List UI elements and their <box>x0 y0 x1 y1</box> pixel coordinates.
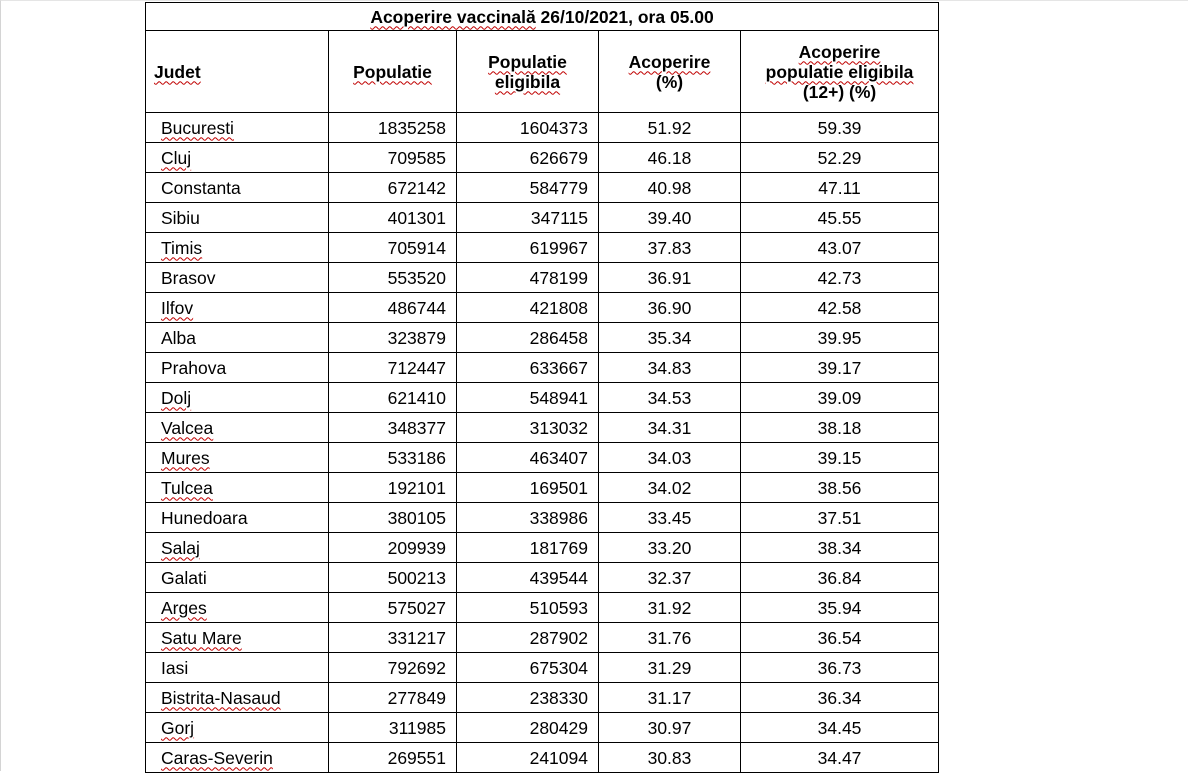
table-row <box>146 563 939 593</box>
cell-populatie-eligibila <box>457 233 599 263</box>
cell-acoperire-eligibila-value: 37.51 <box>817 507 862 528</box>
cell-populatie <box>329 443 457 473</box>
cell-acoperire-eligibila <box>741 113 939 143</box>
cell-judet <box>146 113 329 143</box>
table-row <box>146 533 939 563</box>
cell-acoperire <box>599 623 741 653</box>
cell-judet <box>146 623 329 653</box>
cell-acoperire-eligibila-value: 39.15 <box>817 447 862 468</box>
cell-judet <box>146 383 329 413</box>
cell-populatie-eligibila-value: 478199 <box>529 267 588 288</box>
cell-acoperire-value: 46.18 <box>647 147 692 168</box>
header-acoperire-eligibila-line1: Acoperire <box>798 41 881 62</box>
cell-acoperire-value: 34.83 <box>647 357 692 378</box>
cell-populatie <box>329 713 457 743</box>
cell-judet <box>146 233 329 263</box>
table-row <box>146 143 939 173</box>
cell-judet-value: Iasi <box>161 657 189 678</box>
cell-acoperire <box>599 533 741 563</box>
cell-judet-value: Alba <box>161 327 197 348</box>
cell-populatie <box>329 173 457 203</box>
cell-acoperire-eligibila-value: 35.94 <box>817 597 862 618</box>
cell-populatie <box>329 743 457 773</box>
cell-populatie-value: 575027 <box>387 597 446 618</box>
cell-populatie-value: 401301 <box>387 207 446 228</box>
cell-populatie <box>329 533 457 563</box>
cell-judet <box>146 203 329 233</box>
cell-acoperire-eligibila <box>741 203 939 233</box>
cell-acoperire-eligibila-value: 34.47 <box>817 747 862 768</box>
cell-populatie-value: 553520 <box>387 267 446 288</box>
cell-judet-value: Timis <box>161 237 203 258</box>
cell-populatie-eligibila <box>457 533 599 563</box>
cell-populatie-eligibila-value: 633667 <box>529 357 588 378</box>
cell-populatie-value: 1835258 <box>377 117 446 138</box>
cell-populatie-value: 709585 <box>387 147 446 168</box>
cell-judet-value: Ilfov <box>161 297 194 318</box>
cell-judet-value: Salaj <box>161 537 200 558</box>
cell-judet <box>146 653 329 683</box>
cell-populatie-eligibila <box>457 653 599 683</box>
cell-acoperire-value: 35.34 <box>647 327 692 348</box>
header-populatie <box>329 31 457 113</box>
cell-acoperire <box>599 113 741 143</box>
cell-acoperire <box>599 563 741 593</box>
cell-acoperire-eligibila <box>741 443 939 473</box>
cell-judet <box>146 413 329 443</box>
cell-judet-value: Cluj <box>161 147 192 168</box>
table-row <box>146 113 939 143</box>
cell-judet-value: Arges <box>161 597 207 618</box>
cell-populatie-eligibila-value: 548941 <box>529 387 588 408</box>
cell-acoperire-eligibila <box>741 473 939 503</box>
cell-acoperire-eligibila <box>741 323 939 353</box>
table-row <box>146 263 939 293</box>
header-acoperire-line1: Acoperire <box>628 51 711 72</box>
cell-acoperire <box>599 713 741 743</box>
table-title-coverage: Acoperire vaccinală <box>370 6 536 27</box>
cell-populatie-eligibila <box>457 263 599 293</box>
cell-acoperire <box>599 353 741 383</box>
cell-populatie-eligibila-value: 1604373 <box>519 117 588 138</box>
cell-judet <box>146 443 329 473</box>
cell-populatie-eligibila-value: 287902 <box>529 627 588 648</box>
table-row <box>146 473 939 503</box>
cell-populatie <box>329 113 457 143</box>
cell-acoperire-eligibila-value: 38.56 <box>817 477 862 498</box>
cell-acoperire-eligibila-value: 39.17 <box>817 357 862 378</box>
cell-acoperire-eligibila-value: 34.45 <box>817 717 862 738</box>
cell-acoperire-value: 40.98 <box>647 177 692 198</box>
cell-acoperire <box>599 203 741 233</box>
cell-acoperire <box>599 473 741 503</box>
cell-acoperire-eligibila <box>741 173 939 203</box>
cell-populatie-eligibila <box>457 203 599 233</box>
cell-acoperire-eligibila <box>741 533 939 563</box>
cell-populatie <box>329 563 457 593</box>
vaccination-coverage-table <box>145 2 939 773</box>
table-row <box>146 293 939 323</box>
header-populatie-eligibila-line2: eligibila <box>494 71 561 92</box>
table-row <box>146 353 939 383</box>
cell-populatie <box>329 593 457 623</box>
table-body <box>146 113 939 773</box>
cell-acoperire-value: 36.91 <box>647 267 692 288</box>
cell-judet-value: Tulcea <box>161 477 213 498</box>
cell-populatie-eligibila-value: 313032 <box>529 417 588 438</box>
cell-acoperire-value: 30.83 <box>647 747 692 768</box>
cell-acoperire-eligibila <box>741 503 939 533</box>
cell-acoperire-eligibila <box>741 293 939 323</box>
cell-acoperire-value: 37.83 <box>647 237 692 258</box>
header-acoperire-line2: (%) <box>655 71 684 92</box>
cell-populatie-eligibila-value: 347115 <box>530 207 588 228</box>
cell-acoperire-eligibila <box>741 413 939 443</box>
cell-acoperire-value: 34.53 <box>647 387 692 408</box>
cell-judet-value: Constanta <box>161 177 241 198</box>
cell-judet <box>146 353 329 383</box>
cell-acoperire-eligibila-value: 59.39 <box>817 117 862 138</box>
table-row <box>146 173 939 203</box>
cell-judet-value: Mures <box>161 447 210 468</box>
cell-acoperire-eligibila <box>741 743 939 773</box>
cell-acoperire-eligibila-value: 43.07 <box>817 237 862 258</box>
cell-acoperire <box>599 323 741 353</box>
cell-acoperire-eligibila <box>741 713 939 743</box>
cell-populatie-eligibila-value: 169501 <box>529 477 588 498</box>
cell-populatie-eligibila-value: 421808 <box>529 297 588 318</box>
table-row <box>146 593 939 623</box>
cell-acoperire-eligibila-value: 38.18 <box>817 417 862 438</box>
cell-populatie-eligibila-value: 280429 <box>529 717 588 738</box>
header-populatie-label: Populatie <box>353 61 432 82</box>
cell-acoperire-value: 32.37 <box>647 567 692 588</box>
cell-populatie-eligibila <box>457 353 599 383</box>
cell-acoperire-value: 31.29 <box>647 657 692 678</box>
cell-populatie-eligibila-value: 439544 <box>529 567 588 588</box>
cell-judet <box>146 173 329 203</box>
cell-judet-value: Caras-Severin <box>161 747 273 768</box>
cell-judet-value: Bistrita-Nasaud <box>161 687 281 708</box>
cell-judet-value: Hunedoara <box>161 507 248 528</box>
cell-populatie-value: 705914 <box>387 237 446 258</box>
table-row <box>146 503 939 533</box>
cell-acoperire-value: 34.31 <box>647 417 692 438</box>
cell-populatie <box>329 203 457 233</box>
cell-judet <box>146 473 329 503</box>
cell-acoperire-value: 36.90 <box>647 297 692 318</box>
cell-judet <box>146 503 329 533</box>
header-acoperire <box>599 31 741 113</box>
cell-populatie-eligibila-value: 510593 <box>529 597 588 618</box>
cell-acoperire <box>599 233 741 263</box>
cell-acoperire-eligibila <box>741 263 939 293</box>
cell-populatie <box>329 623 457 653</box>
cell-acoperire-value: 30.97 <box>647 717 692 738</box>
cell-acoperire-eligibila <box>741 623 939 653</box>
cell-populatie-eligibila <box>457 593 599 623</box>
cell-acoperire <box>599 443 741 473</box>
cell-judet-value: Gorj <box>161 717 195 738</box>
cell-acoperire-eligibila-value: 39.95 <box>817 327 862 348</box>
cell-acoperire-eligibila <box>741 683 939 713</box>
cell-acoperire-eligibila <box>741 233 939 263</box>
cell-judet <box>146 263 329 293</box>
cell-acoperire <box>599 413 741 443</box>
cell-acoperire-value: 34.03 <box>647 447 692 468</box>
cell-acoperire-eligibila <box>741 653 939 683</box>
cell-judet-value: Valcea <box>161 417 214 438</box>
header-acoperire-eligibila-line3: (12+) (%) <box>802 81 877 102</box>
cell-acoperire-value: 39.40 <box>647 207 692 228</box>
cell-populatie-eligibila-value: 626679 <box>529 147 588 168</box>
cell-populatie <box>329 413 457 443</box>
header-acoperire-eligibila-line2: populatie eligibila <box>765 61 914 82</box>
cell-judet-value: Brasov <box>161 267 216 288</box>
cell-populatie-eligibila <box>457 413 599 443</box>
table-row <box>146 713 939 743</box>
cell-judet <box>146 323 329 353</box>
cell-judet <box>146 593 329 623</box>
cell-populatie-eligibila-value: 286458 <box>529 327 588 348</box>
cell-judet <box>146 563 329 593</box>
table-row <box>146 383 939 413</box>
cell-judet <box>146 533 329 563</box>
cell-acoperire-eligibila-value: 36.84 <box>817 567 862 588</box>
cell-acoperire-value: 31.17 <box>647 687 692 708</box>
table-row <box>146 323 939 353</box>
cell-populatie-eligibila <box>457 143 599 173</box>
cell-populatie-value: 672142 <box>387 177 446 198</box>
cell-populatie <box>329 653 457 683</box>
cell-acoperire <box>599 263 741 293</box>
cell-judet <box>146 743 329 773</box>
cell-populatie-eligibila-value: 463407 <box>529 447 588 468</box>
cell-populatie-value: 500213 <box>387 567 446 588</box>
cell-judet-value: Dolj <box>161 387 192 408</box>
cell-acoperire-eligibila-value: 45.55 <box>817 207 862 228</box>
cell-populatie-value: 311985 <box>388 717 446 738</box>
cell-populatie <box>329 263 457 293</box>
cell-populatie-eligibila <box>457 173 599 203</box>
cell-populatie-eligibila <box>457 293 599 323</box>
cell-acoperire-eligibila <box>741 143 939 173</box>
cell-judet-value: Bucuresti <box>161 117 234 138</box>
cell-populatie-eligibila <box>457 473 599 503</box>
cell-populatie-value: 331217 <box>387 627 446 648</box>
cell-acoperire <box>599 143 741 173</box>
table-row <box>146 653 939 683</box>
cell-populatie-eligibila <box>457 743 599 773</box>
cell-populatie-value: 348377 <box>387 417 446 438</box>
table-row <box>146 233 939 263</box>
cell-acoperire-eligibila-value: 52.29 <box>817 147 862 168</box>
cell-acoperire <box>599 593 741 623</box>
cell-judet <box>146 683 329 713</box>
header-judet-label: Judet <box>154 61 201 82</box>
cell-populatie <box>329 293 457 323</box>
cell-populatie <box>329 683 457 713</box>
cell-populatie-eligibila-value: 619967 <box>529 237 588 258</box>
table-title-date: 26/10/2021, ora 05.00 <box>535 6 714 27</box>
cell-acoperire-value: 51.92 <box>647 117 692 138</box>
cell-populatie-value: 380105 <box>387 507 446 528</box>
cell-populatie-value: 792692 <box>387 657 446 678</box>
cell-populatie-eligibila-value: 238330 <box>529 687 588 708</box>
cell-acoperire-eligibila-value: 47.11 <box>818 177 861 198</box>
cell-populatie-eligibila-value: 675304 <box>529 657 588 678</box>
table-row <box>146 743 939 773</box>
cell-populatie <box>329 473 457 503</box>
cell-judet <box>146 713 329 743</box>
cell-acoperire-value: 34.02 <box>647 477 692 498</box>
cell-acoperire <box>599 683 741 713</box>
cell-acoperire-eligibila <box>741 353 939 383</box>
cell-populatie <box>329 503 457 533</box>
cell-populatie <box>329 143 457 173</box>
cell-acoperire-value: 33.45 <box>647 507 692 528</box>
cell-populatie <box>329 353 457 383</box>
cell-populatie-value: 323879 <box>387 327 446 348</box>
cell-populatie-value: 209939 <box>387 537 446 558</box>
cell-populatie-eligibila <box>457 563 599 593</box>
cell-populatie-eligibila-value: 584779 <box>529 177 588 198</box>
table-row <box>146 413 939 443</box>
cell-populatie <box>329 383 457 413</box>
cell-populatie-eligibila <box>457 383 599 413</box>
cell-populatie-eligibila-value: 338986 <box>529 507 588 528</box>
cell-acoperire <box>599 653 741 683</box>
cell-judet-value: Prahova <box>161 357 227 378</box>
cell-populatie-eligibila <box>457 443 599 473</box>
cell-judet <box>146 293 329 323</box>
cell-acoperire-value: 31.92 <box>647 597 692 618</box>
cell-populatie-eligibila-value: 181769 <box>529 537 588 558</box>
cell-acoperire-eligibila-value: 42.73 <box>817 267 862 288</box>
cell-acoperire <box>599 173 741 203</box>
cell-populatie-eligibila <box>457 503 599 533</box>
table-row <box>146 623 939 653</box>
cell-acoperire-eligibila <box>741 563 939 593</box>
cell-populatie-eligibila <box>457 623 599 653</box>
cell-populatie-value: 712447 <box>387 357 446 378</box>
cell-judet <box>146 143 329 173</box>
cell-judet-value: Sibiu <box>161 207 200 228</box>
cell-acoperire-eligibila-value: 38.34 <box>817 537 862 558</box>
cell-acoperire-eligibila-value: 36.73 <box>817 657 862 678</box>
header-acoperire-eligibila <box>741 31 939 113</box>
cell-acoperire <box>599 293 741 323</box>
cell-populatie-value: 621410 <box>387 387 446 408</box>
cell-populatie-value: 192101 <box>387 477 446 498</box>
cell-acoperire <box>599 503 741 533</box>
cell-acoperire <box>599 743 741 773</box>
cell-acoperire-eligibila-value: 36.54 <box>817 627 862 648</box>
table-row <box>146 443 939 473</box>
cell-judet-value: Satu Mare <box>161 627 242 648</box>
cell-acoperire-eligibila <box>741 383 939 413</box>
cell-populatie-value: 533186 <box>387 447 446 468</box>
header-judet <box>146 31 329 113</box>
cell-populatie-eligibila <box>457 323 599 353</box>
cell-acoperire-eligibila <box>741 593 939 623</box>
table-row <box>146 683 939 713</box>
cell-populatie <box>329 233 457 263</box>
table-title <box>146 3 939 31</box>
table-row <box>146 203 939 233</box>
cell-acoperire-value: 31.76 <box>647 627 692 648</box>
cell-acoperire-eligibila-value: 42.58 <box>817 297 862 318</box>
cell-populatie-eligibila <box>457 713 599 743</box>
header-populatie-eligibila-line1: Populatie <box>488 51 567 72</box>
cell-populatie-value: 269551 <box>387 747 446 768</box>
cell-populatie <box>329 323 457 353</box>
cell-acoperire-eligibila-value: 39.09 <box>817 387 862 408</box>
cell-acoperire-eligibila-value: 36.34 <box>817 687 862 708</box>
cell-populatie-eligibila-value: 241094 <box>529 747 588 768</box>
cell-acoperire-value: 33.20 <box>647 537 692 558</box>
cell-populatie-eligibila <box>457 113 599 143</box>
cell-acoperire <box>599 383 741 413</box>
header-populatie-eligibila <box>457 31 599 113</box>
cell-populatie-value: 486744 <box>387 297 446 318</box>
cell-judet-value: Galati <box>161 567 207 588</box>
cell-populatie-value: 277849 <box>387 687 446 708</box>
cell-populatie-eligibila <box>457 683 599 713</box>
